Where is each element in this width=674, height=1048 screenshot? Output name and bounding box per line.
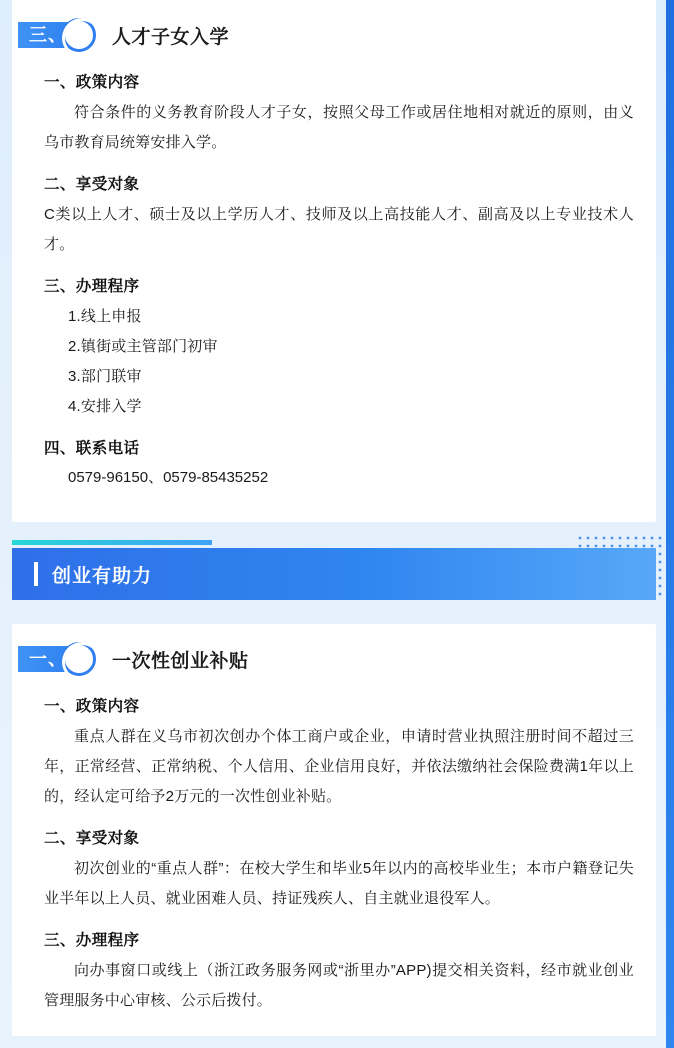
section-header	[12, 0, 656, 56]
section-card-talent-children-enrollment	[12, 0, 656, 522]
subsection-heading: 一、政策内容	[44, 698, 140, 715]
subsection-heading: 二、享受对象	[44, 176, 140, 193]
section-body	[12, 694, 656, 1016]
paragraph: C类以上人才、硕士及以上学历人才、技师及以上高技能人才、副高及以上专业技术人才。	[44, 206, 634, 253]
contact-phone-numbers[interactable]: 0579-96150、0579-85435252	[68, 469, 269, 486]
section-number-label: 一、	[29, 649, 67, 669]
section-header	[12, 624, 656, 680]
subsection-heading: 三、办理程序	[44, 932, 140, 949]
section-number-label: 三、	[29, 25, 67, 45]
subsection-heading: 四、联系电话	[44, 440, 140, 457]
subsection-heading: 一、政策内容	[44, 74, 140, 91]
paragraph: 初次创业的“重点人群”：在校大学生和毕业5年以内的高校毕业生；本市户籍登记失业半年以上人员、就业困难人员、持证残疾人、自主就业退役军人。	[44, 860, 634, 907]
section-title: 一次性创业补贴	[112, 650, 249, 672]
section-number-badge	[18, 642, 96, 676]
right-edge-rail	[666, 0, 674, 1048]
banner-wrapper	[12, 548, 656, 610]
paragraph: 符合条件的义务教育阶段人才子女，按照父母工作或居住地相对就近的原则，由义乌市教育局统筹安排入学。	[44, 104, 634, 151]
section-card-startup-subsidy	[12, 624, 656, 1036]
section-title: 人才子女入学	[112, 26, 230, 48]
bottom-spacer	[0, 1036, 674, 1048]
subsection-heading: 二、享受对象	[44, 830, 140, 847]
section-number-badge	[18, 18, 96, 52]
list-item: 1.线上申报	[68, 308, 142, 325]
banner-tick-mark	[34, 562, 38, 586]
banner-label: 创业有助力	[52, 565, 153, 587]
banner-accent-line	[12, 540, 212, 545]
paragraph: 向办事窗口或线上（浙江政务服务网或“浙里办”APP)提交相关资料，经市就业创业管理服务中心审核、公示后拨付。	[44, 962, 634, 1009]
paragraph: 重点人群在义乌市初次创办个体工商户或企业，申请时营业执照注册时间不超过三年，正常经营、正常纳税、个人信用、企业信用良好，并依法缴纳社会保险费满1年以上的，经认定可给予2万元的一次性创业补贴。	[44, 728, 634, 805]
list-item: 2.镇街或主管部门初审	[68, 338, 218, 355]
list-item: 4.安排入学	[68, 398, 142, 415]
subsection-heading: 三、办理程序	[44, 278, 140, 295]
section-body	[12, 70, 656, 492]
list-item: 3.部门联审	[68, 368, 142, 385]
section-banner	[12, 548, 656, 600]
